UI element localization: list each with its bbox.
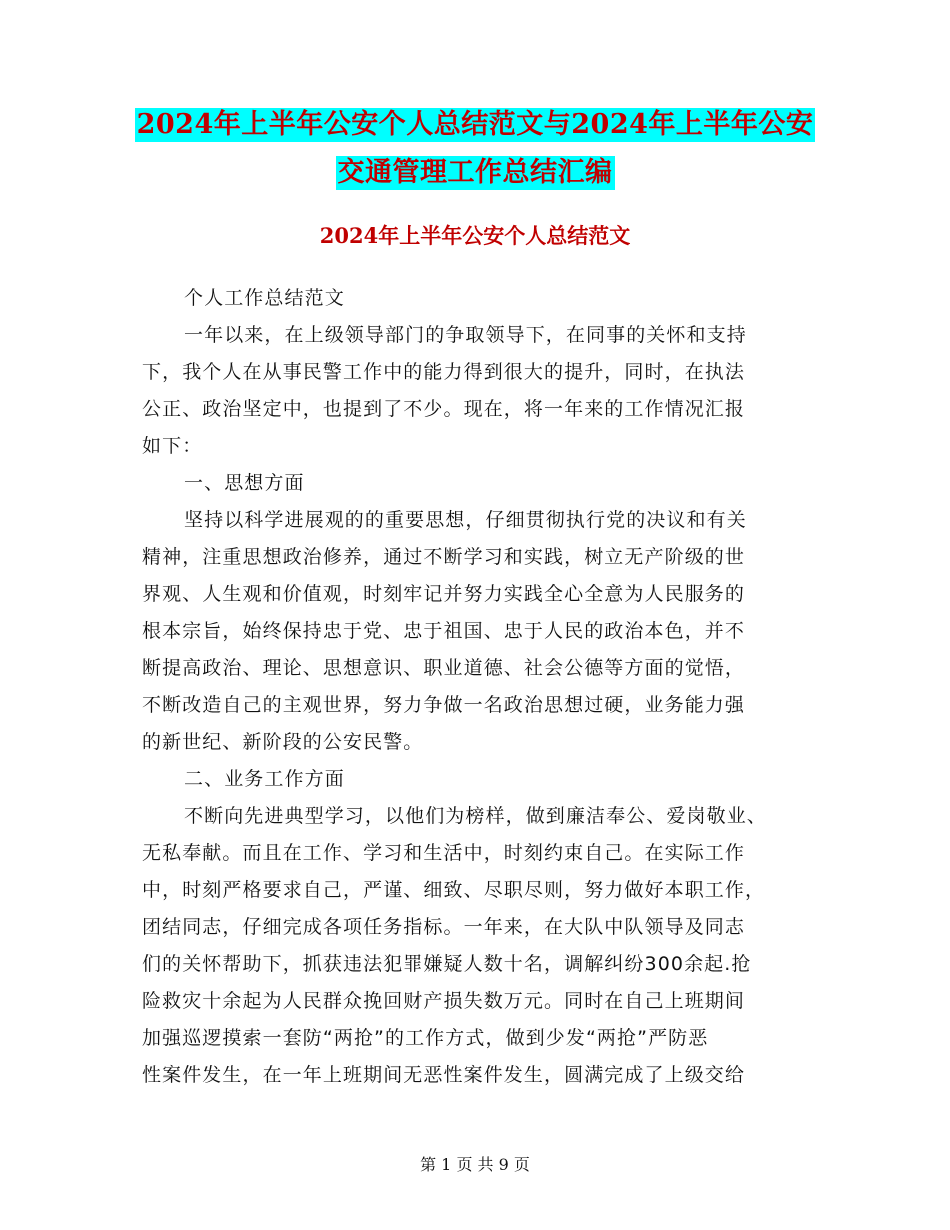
text-line: 加强巡逻摸索一套防“两抢”的工作方式，做到少发“两抢”严防恶 (142, 1027, 709, 1049)
text-line: 如下： (142, 435, 203, 457)
text-line: 中，时刻严格要求自己，严谨、细致、尽职尽则，努力做好本职工作， (142, 879, 766, 901)
text-line: 们的关怀帮助下，抓获违法犯罪嫌疑人数十名，调解纠纷300余起.抢 (142, 953, 752, 975)
text-line: 个人工作总结范文 (184, 287, 345, 309)
text-line: 的新世纪、新阶段的公安民警。 (142, 731, 424, 753)
text-line: 无私奉献。而且在工作、学习和生活中，时刻约束自己。在实际工作 (142, 842, 746, 864)
text-line: 坚持以科学进展观的的重要思想，仔细贯彻执行党的决议和有关 (184, 509, 747, 531)
text-line: 一、思想方面 (184, 472, 305, 494)
text-line: 团结同志，仔细完成各项任务指标。一年来，在大队中队领导及同志 (142, 916, 746, 938)
text-line: 精神，注重思想政治修养，通过不断学习和实践，树立无产阶级的世 (142, 546, 746, 568)
text-line: 不断改造自己的主观世界，努力争做一名政治思想过硬，业务能力强 (142, 694, 746, 716)
text-line: 不断向先进典型学习，以他们为榜样，做到廉洁奉公、爱岗敬业、 (184, 805, 767, 827)
document-title-line-2: 交通管理工作总结汇编 (337, 157, 613, 188)
document-title (0, 108, 950, 204)
text-line: 根本宗旨，始终保持忠于党、忠于祖国、忠于人民的政治本色，并不 (142, 620, 746, 642)
page-footer: 第 1 页 共 9 页 (420, 1155, 530, 1174)
section-heading: 2024年上半年公安个人总结范文 (319, 223, 631, 248)
text-line: 性案件发生，在一年上班期间无恶性案件发生，圆满完成了上级交给 (142, 1064, 746, 1086)
text-line: 二、业务工作方面 (184, 768, 345, 790)
text-line: 下，我个人在从事民警工作中的能力得到很大的提升，同时，在执法 (142, 361, 746, 383)
text-line: 公正、政治坚定中，也提到了不少。现在，将一年来的工作情况汇报 (142, 398, 746, 420)
document-title-line-1: 2024年上半年公安个人总结范文与2024年上半年公安 (136, 109, 814, 140)
text-line: 界观、人生观和价值观，时刻牢记并努力实践全心全意为人民服务的 (142, 583, 746, 605)
text-line: 一年以来，在上级领导部门的争取领导下，在同事的关怀和支持 (184, 324, 747, 346)
text-line: 断提高政治、理论、思想意识、职业道德、社会公德等方面的觉悟， (142, 657, 746, 679)
text-line: 险救灾十余起为人民群众挽回财产损失数万元。同时在自己上班期间 (142, 990, 746, 1012)
body-text (142, 280, 810, 1094)
